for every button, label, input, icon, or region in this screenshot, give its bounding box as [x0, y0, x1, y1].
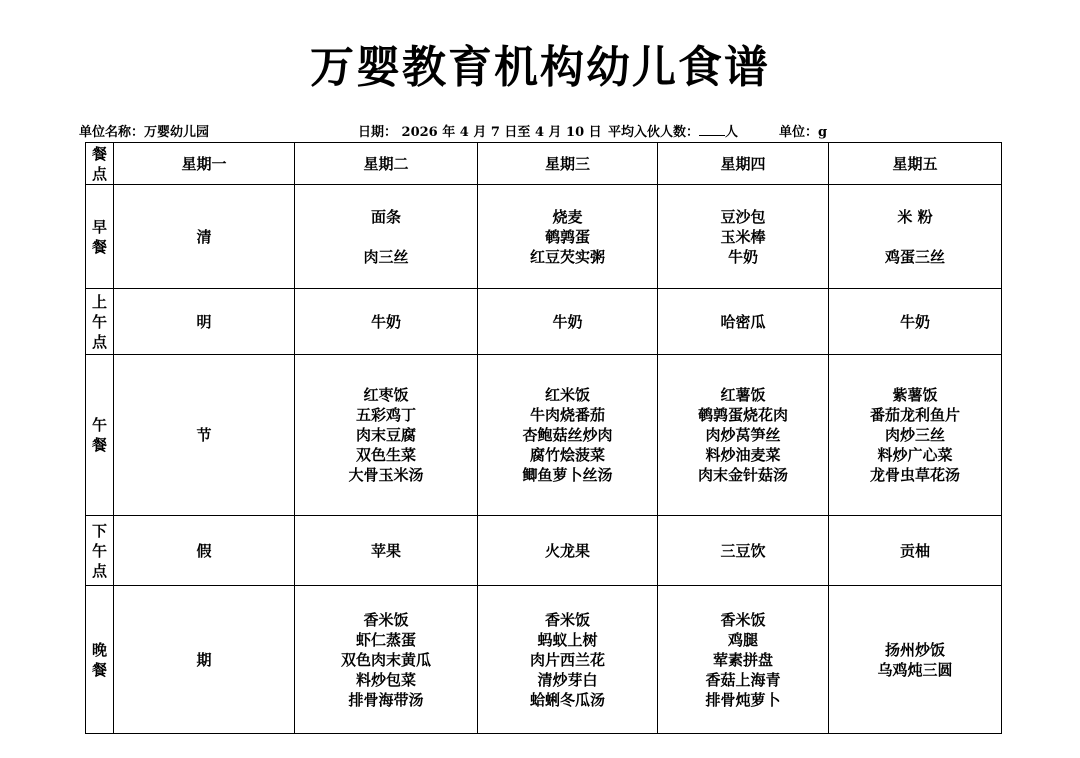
- menu-cell: [478, 516, 658, 586]
- dish-item: [829, 227, 1001, 247]
- dish-item: 香米饭: [363, 610, 409, 629]
- holiday-cell: 假: [114, 516, 295, 586]
- day-header-fri: 星期五: [829, 143, 1002, 185]
- menu-cell: [658, 586, 829, 734]
- holiday-cell: 期: [114, 586, 295, 734]
- day-header-mon: 星期一: [114, 143, 295, 185]
- header-row: [86, 143, 1002, 185]
- meal-header-cell: [86, 143, 114, 185]
- meal-char: 点: [91, 332, 107, 351]
- meal-char: 下: [91, 521, 107, 540]
- holiday-cell: 清: [114, 185, 295, 289]
- dish-item: 香菇上海青: [705, 670, 781, 689]
- dish-item: 鸡腿: [727, 630, 758, 649]
- meal-cell-breakfast: [86, 185, 114, 289]
- meal-char: 午: [91, 416, 107, 434]
- meal-header-char: 点: [91, 164, 107, 183]
- menu-cell: [658, 185, 829, 289]
- menu-cell: [478, 586, 658, 734]
- menu-cell: [658, 289, 829, 355]
- dish-item: 鲫鱼萝卜丝汤: [522, 466, 613, 484]
- dish-item: 龙骨虫草花汤: [869, 466, 960, 484]
- dish-item: 料炒油麦菜: [705, 446, 781, 464]
- dish-item: 苹果: [370, 541, 401, 560]
- menu-cell: [658, 516, 829, 586]
- dish-item: 面条: [370, 207, 401, 226]
- dish-item: 豆沙包: [720, 207, 766, 226]
- dish-item: 清炒芽白: [537, 670, 598, 689]
- dish-item: 腐竹烩菠菜: [529, 446, 605, 464]
- dish-item: 紫薯饭: [892, 386, 938, 404]
- meal-cell-morning-snack: [86, 289, 114, 355]
- holiday-cell: 明: [114, 289, 295, 355]
- meal-char: 午: [91, 312, 107, 331]
- menu-cell: [829, 355, 1002, 516]
- average-attendance-label: 平均入伙人数：: [608, 125, 700, 140]
- day-header-wed: 星期三: [478, 143, 658, 185]
- day-header-thu: 星期四: [658, 143, 829, 185]
- meal-char: 餐: [91, 436, 107, 454]
- dish-item: 肉片西兰花: [529, 650, 605, 669]
- dish-item: 双色生菜: [355, 446, 416, 464]
- dish-item: 红米饭: [544, 386, 590, 404]
- dish-item: 香米饭: [544, 610, 590, 629]
- meal-cell-afternoon-snack: [86, 516, 114, 586]
- dish-item: 红薯饭: [720, 386, 766, 404]
- dish-item: 香米饭: [720, 610, 766, 629]
- dish-item: 肉炒三丝: [884, 426, 945, 444]
- dish-item: 料炒广心菜: [877, 446, 953, 464]
- meal-char: 餐: [91, 660, 107, 679]
- dish-item: 贡柚: [899, 541, 930, 560]
- meal-header-char: 餐: [91, 144, 107, 163]
- row-morning-snack: [86, 289, 1002, 355]
- dish-item: 玉米棒: [720, 227, 766, 246]
- dish-item: 大骨玉米汤: [348, 466, 424, 484]
- dish-item: 牛奶: [899, 312, 930, 331]
- attendance-blank: [699, 123, 725, 136]
- date-range: 日期： 2026 年 4 月 7 日至 4 月 10 日: [358, 125, 602, 140]
- dish-item: 牛肉烧番茄: [529, 406, 605, 424]
- dish-item: 蚂蚁上树: [537, 630, 598, 649]
- dish-item: 番茄龙利鱼片: [869, 406, 960, 424]
- menu-cell: [295, 289, 478, 355]
- menu-cell: [295, 355, 478, 516]
- measurement-unit: 单位：g: [779, 125, 828, 140]
- row-lunch: [86, 355, 1002, 516]
- row-afternoon-snack: [86, 516, 1002, 586]
- page-title: 万婴教育机构幼儿食谱: [310, 42, 770, 93]
- dish-item: 三豆饮: [720, 541, 766, 560]
- dish-item: 肉炒莴笋丝: [705, 426, 781, 444]
- dish-item: 排骨炖萝卜: [705, 690, 781, 709]
- meal-char: 上: [91, 292, 107, 311]
- meal-char: 午: [91, 541, 107, 560]
- dish-item: 排骨海带汤: [348, 690, 424, 709]
- dish-item: 烧麦: [552, 207, 583, 226]
- dish-item: 红枣饭: [363, 386, 409, 404]
- menu-cell: [829, 516, 1002, 586]
- dish-item: 扬州炒饭: [884, 640, 945, 659]
- dish-item: 鹌鹑蛋: [544, 227, 590, 246]
- dish-item: 肉三丝: [363, 247, 409, 266]
- menu-table: [85, 142, 1002, 734]
- unit-name: 单位名称：万婴幼儿园: [79, 125, 210, 140]
- average-attendance-suffix: 人: [725, 125, 739, 140]
- dish-item: 鸡蛋三丝: [884, 247, 945, 266]
- meal-char: 点: [91, 561, 107, 580]
- dish-item: 乌鸡炖三圆: [877, 660, 953, 679]
- menu-cell: [478, 185, 658, 289]
- dish-item: 杏鲍菇丝炒肉: [522, 426, 613, 444]
- dish-item: 火龙果: [544, 541, 590, 560]
- dish-item: 荤素拼盘: [712, 650, 773, 669]
- meal-cell-lunch: [86, 355, 114, 516]
- dish-item: 虾仁蒸蛋: [355, 630, 416, 649]
- dish-item: 哈密瓜: [720, 312, 766, 331]
- meal-char: 餐: [91, 237, 107, 256]
- meal-char: 早: [91, 217, 107, 236]
- meal-cell-dinner: [86, 586, 114, 734]
- dish-item: 肉末金针菇汤: [697, 466, 788, 484]
- menu-cell: [829, 586, 1002, 734]
- holiday-cell: 节: [114, 355, 295, 516]
- menu-cell: [478, 355, 658, 516]
- dish-item: 红豆芡实粥: [529, 247, 605, 266]
- dish-item: 牛奶: [727, 247, 758, 266]
- dish-item: 牛奶: [552, 312, 583, 331]
- menu-cell: [295, 185, 478, 289]
- dish-item: [295, 227, 477, 247]
- dish-item: 双色肉末黄瓜: [340, 650, 431, 669]
- menu-cell: [829, 185, 1002, 289]
- day-header-tue: 星期二: [295, 143, 478, 185]
- row-breakfast: [86, 185, 1002, 289]
- dish-item: 牛奶: [370, 312, 401, 331]
- dish-item: 蛤蜊冬瓜汤: [529, 690, 605, 709]
- dish-item: 五彩鸡丁: [355, 406, 416, 424]
- dish-item: 料炒包菜: [355, 670, 416, 689]
- menu-cell: [829, 289, 1002, 355]
- menu-cell: [295, 586, 478, 734]
- menu-cell: [658, 355, 829, 516]
- menu-cell: [295, 516, 478, 586]
- dish-item: 肉末豆腐: [355, 426, 416, 444]
- meal-char: 晚: [91, 640, 107, 659]
- row-dinner: [86, 586, 1002, 734]
- menu-cell: [478, 289, 658, 355]
- dish-item: 米 粉: [897, 207, 933, 226]
- dish-item: 鹌鹑蛋烧花肉: [697, 406, 788, 424]
- average-attendance: [608, 121, 738, 140]
